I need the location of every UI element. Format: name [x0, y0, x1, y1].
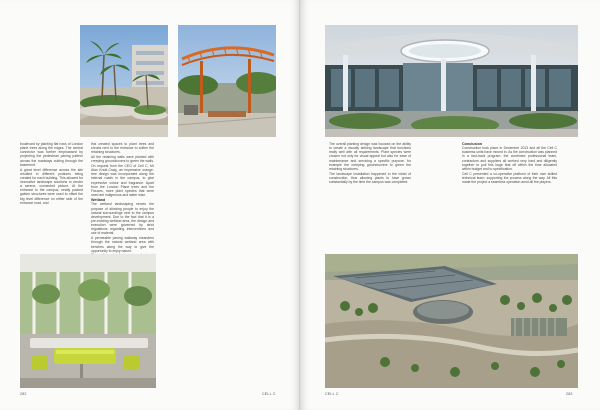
- right-page: [300, 0, 600, 410]
- paragraph: The wetland landscaping serves the purpose of allowing people to enjoy the natural surroundings next to the campus development. Due to the fact that it is a pre-existing wetland area, the design and execution were governed by strict regulations regarding interventions and use of material.: [91, 202, 154, 236]
- paragraph: A great level difference across the site resulted in different podiums being created for each building. This allowed for innovative landscape solutions to render a serene, connected picture. At the entrance to the campus, neatly packed gabion structures were used to offset the big level difference on either side of the entrance road, and: [20, 167, 83, 205]
- photo-pergola: [178, 25, 276, 137]
- photo-atrium-image: [325, 25, 578, 137]
- photo-palm-planters-image: [80, 25, 168, 137]
- photo-aerial-image: [325, 254, 578, 388]
- photo-cafeteria-image: [20, 254, 156, 388]
- paragraph: The overall planting design was focused on the ability to create a visually striking landscape that functions really well with all requirements. Plant species were chosen not only for visual appeal but also for ease of maintenance and servicing a specific purpose, for example the creeping groundcovers to green the retaining structures.: [329, 142, 411, 171]
- section-heading-conclusion: Conclusion: [462, 142, 483, 146]
- photo-aerial-campus: [325, 254, 578, 388]
- left-text-column-1: [20, 142, 83, 206]
- right-text-column-2: [462, 142, 557, 185]
- right-text-column-1: [329, 142, 411, 185]
- page-number-right: 283: [566, 392, 573, 396]
- photo-palm-planters: [80, 25, 168, 137]
- paragraph: this created spaces to plant trees and shrubs next to the entrance to soften the retaining structures.: [91, 142, 154, 155]
- photo-cafeteria-interior: [20, 254, 156, 388]
- paragraph: boulevard by planting flat rows of London plane trees along the edges. The central connector was further emphasised by projecting the pedestrian paving pattern across the roadways cutting through the basement.: [20, 142, 83, 167]
- folio-label-right: CELL C: [325, 392, 339, 396]
- section-heading-wetland: Wetland: [91, 198, 106, 203]
- paragraph: The landscape installation happened in the midst of construction, thus allowing plants to have grown substantially by the time the campus was completed.: [329, 171, 411, 184]
- paragraph: All the retaining walls were planted with creeping groundcovers to green the walls.: [91, 155, 154, 164]
- folio-label-left: CELL C: [262, 392, 276, 396]
- page-number-left: 282: [20, 392, 27, 396]
- paragraph: On request from the CEO of Cell C, Mr Alan Knott-Craig, an impressive orange-tree design was incorporated along the internal roads in the campus, to give expressive colour and fragrance. Apart from the London Plane trees and the Ficuses, more plant species that were used are indigenous and water wise.: [91, 163, 154, 198]
- photo-pergola-image: [178, 25, 276, 137]
- photo-atrium-canopy: [325, 25, 578, 137]
- paragraph: Cell C presented a co-operative platform of their own skilled technical team, supporting the process along the way. All this made the project a seamless operation amid all the players.: [462, 171, 557, 184]
- paragraph: Construction took place in December 2013 and all the Cell C business units have moved in. As the construction was planned in a fast-track program, the combined professional team, contractors and suppliers all worked very hard and diligently together to pull this huge feat off within the time allocated within budget and to specification.: [462, 146, 557, 171]
- paragraph: A permeable paving walkway meanders through the natural wetland area with benches along the way to give the opportunity to enjoy nature.: [91, 236, 154, 253]
